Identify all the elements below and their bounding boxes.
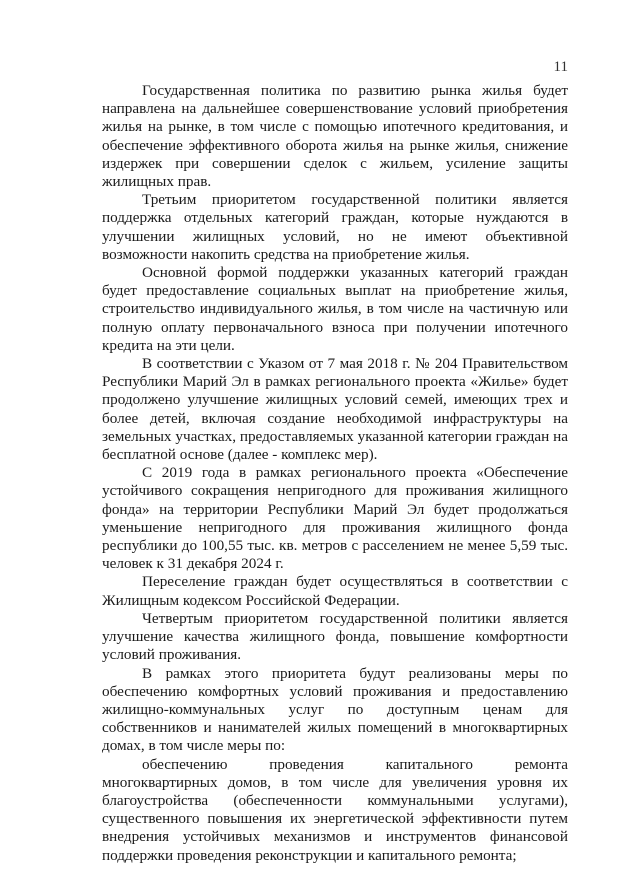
paragraph: Основной формой поддержки указанных категорий граждан будет предоставление социальных выплат на приобретение жилья, строительство индивидуального жилья, в том числе на частичную или полную оплату первоначального взноса при получении ипотечного кредита на эти цели. xyxy=(102,264,568,354)
paragraph: Переселение граждан будет осуществляться в соответствии с Жилищным кодексом Российской Федерации. xyxy=(102,573,568,609)
paragraph: С 2019 года в рамках регионального проекта «Обеспечение устойчивого сокращения непригодного для проживания жилищного фонда» на территории Республики Марий Эл будет продолжаться уменьшение непригодного для проживания жилищного фонда республики до 100,55 тыс. кв. метров с расселением не менее 5,59 тыс. человек к 31 декабря 2024 г. xyxy=(102,464,568,573)
paragraph: Третьим приоритетом государственной политики является поддержка отдельных категорий граждан, которые нуждаются в улучшении жилищных условий, но не имеют объективной возможности накопить средства на приобретение жилья. xyxy=(102,191,568,263)
paragraph: обеспечению проведения капитального ремонта многоквартирных домов, в том числе для увеличения уровня их благоустройства (обеспеченности коммунальными услугами), существенного повышения их энергетической эффективности путем внедрения устойчивых механизмов и инструментов финансовой поддержки проведения реконструкции и капитального ремонта; xyxy=(102,755,568,864)
paragraph: В соответствии с Указом от 7 мая 2018 г. № 204 Правительством Республики Марий Эл в рамках регионального проекта «Жилье» будет продолжено улучшение жилищных условий семей, имеющих трех и более детей, включая создание необходимой инфраструктуры на земельных участках, предоставляемых указанной категории граждан на бесплатной основе (далее - комплекс мер). xyxy=(102,355,568,464)
paragraph: Государственная политика по развитию рынка жилья будет направлена на дальнейшее совершенствование условий приобретения жилья на рынке, в том числе с помощью ипотечного кредитования, и обеспечение эффективного оборота жилья на рынке жилья, снижение издержек при совершении сделок с жильем, усиление защиты жилищных прав. xyxy=(102,82,568,191)
paragraph: Четвертым приоритетом государственной политики является улучшение качества жилищного фонда, повышение комфортности условий проживания. xyxy=(102,609,568,664)
page-number: 11 xyxy=(553,59,568,75)
body-text xyxy=(102,82,568,865)
paragraph: В рамках этого приоритета будут реализованы меры по обеспечению комфортных условий проживания и предоставлению жилищно-коммунальных услуг по доступным ценам для собственников и нанимателей жилых помещений в многоквартирных домах, в том числе меры по: xyxy=(102,664,568,755)
